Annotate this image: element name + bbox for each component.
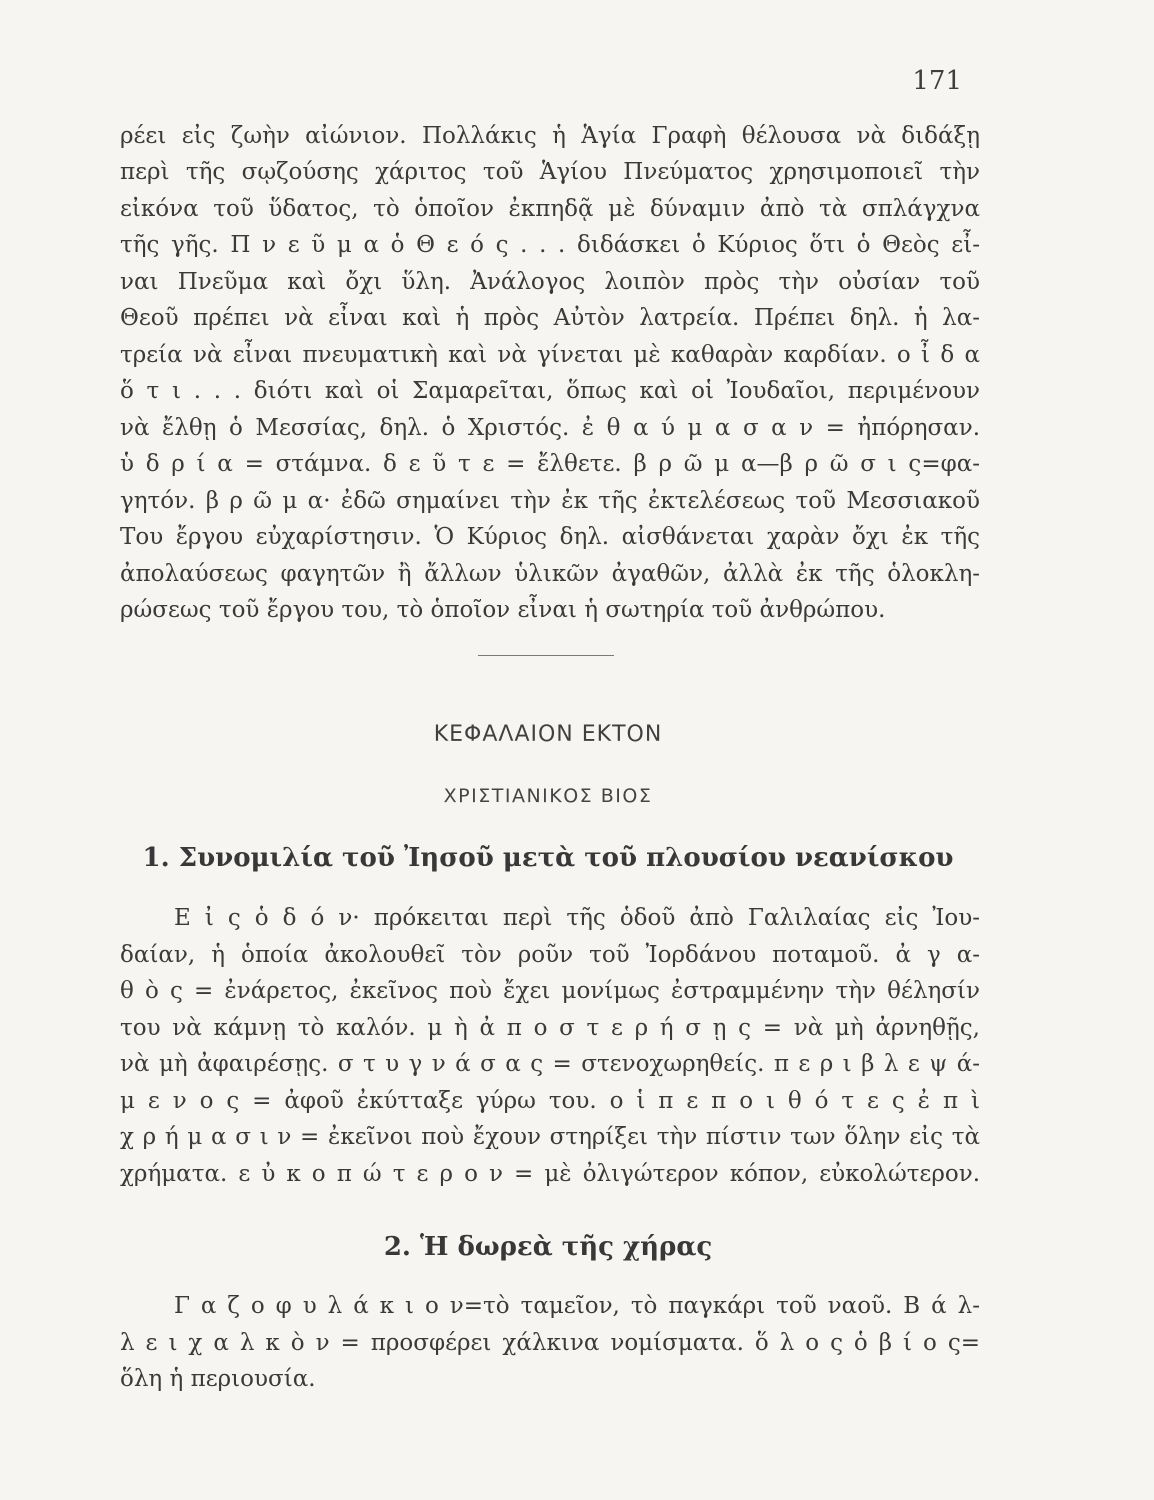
text-line: Γ α ζ ο φ υ λ ά κ ι ο ν=τὸ ταμεῖον, τὸ παγκάρι τοῦ ναοῦ. Β ά λ- bbox=[174, 1293, 980, 1319]
text-line: ναι Πνεῦμα καὶ ὄχι ὕλη. Ἀνάλογος λοιπὸν πρὸς τὴν οὐσίαν τοῦ bbox=[120, 269, 980, 295]
text-line: εἰκόνα τοῦ ὕδατος, τὸ ὁποῖον ἐκπηδᾷ μὲ δύναμιν ἀπὸ τὰ σπλάγχνα bbox=[120, 196, 980, 222]
text-line: μ ε ν ο ς = ἀφοῦ ἐκύτταξε γύρω του. ο ἱ π ε π ο ι θ ό τ ε ς ἐ π ὶ bbox=[120, 1088, 980, 1114]
text-line: γητόν. β ρ ῶ μ α· ἐδῶ σημαίνει τὴν ἐκ τῆς ἐκτελέσεως τοῦ Μεσσιακοῦ bbox=[120, 488, 980, 514]
text-line: περὶ τῆς σῳζούσης χάριτος τοῦ Ἁγίου Πνεύματος χρησιμοποιεῖ τὴν bbox=[120, 159, 980, 185]
text-line: τρεία νὰ εἶναι πνευματικὴ καὶ νὰ γίνεται μὲ καθαρὰν καρδίαν. ο ἶ δ α bbox=[120, 342, 980, 368]
section-divider bbox=[478, 655, 614, 656]
text-line: δαίαν, ἡ ὁποία ἀκολουθεῖ τὸν ροῦν τοῦ Ἰορδάνου ποταμοῦ. ἀ γ α- bbox=[120, 942, 980, 968]
text-line: χ ρ ή μ α σ ι ν = ἐκεῖνοι ποὺ ἔχουν στηρίξει τὴν πίστιν των ὅλην εἰς τὰ bbox=[120, 1124, 980, 1150]
text-line: λ ε ι χ α λ κ ὸ ν = προσφέρει χάλκινα νομίσματα. ὅ λ ο ς ὁ β ί ο ς= bbox=[120, 1330, 980, 1356]
text-line: θ ὸ ς = ἐνάρετος, ἐκεῖνος ποὺ ἔχει μονίμως ἐστραμμένην τὴν θέλησίν bbox=[120, 978, 980, 1004]
text-line: ρέει εἰς ζωὴν αἰώνιον. Πολλάκις ἡ Ἁγία Γραφὴ θέλουσα νὰ διδάξῃ bbox=[120, 123, 980, 149]
text-line: τῆς γῆς. Π ν ε ῦ μ α ὁ Θ ε ό ς . . . διδάσκει ὁ Κύριος ὅτι ὁ Θεὸς εἶ- bbox=[120, 232, 980, 258]
text-line: Του ἔργου εὐχαρίστησιν. Ὁ Κύριος δηλ. αἰσθάνεται χαρὰν ὄχι ἐκ τῆς bbox=[120, 524, 980, 550]
text-line: του νὰ κάμνῃ τὸ καλόν. μ ὴ ἀ π ο σ τ ε ρ ή σ ῃ ς = νὰ μὴ ἀρνηθῇς, bbox=[120, 1015, 980, 1041]
section-heading-2: 2. Ἡ δωρεὰ τῆς χήρας bbox=[383, 1232, 713, 1262]
text-line: χρήματα. ε ὐ κ ο π ώ τ ε ρ ο ν = μὲ ὀλιγώτερον κόπον, εὐκολώτερον. bbox=[120, 1161, 980, 1187]
text-line: Θεοῦ πρέπει νὰ εἶναι καὶ ἡ πρὸς Αὐτὸν λατρεία. Πρέπει δηλ. ἡ λα- bbox=[120, 305, 980, 331]
text-line: ρώσεως τοῦ ἔργου του, τὸ ὁποῖον εἶναι ἡ σωτηρία τοῦ ἀνθρώπου. bbox=[120, 597, 886, 623]
section-subtitle: ΧΡΙΣΤΙΑΝΙΚΟΣ ΒΙΟΣ bbox=[443, 785, 653, 807]
section-heading-1: 1. Συνομιλία τοῦ Ἰησοῦ μετὰ τοῦ πλουσίου νεανίσκου bbox=[142, 843, 954, 873]
chapter-title: ΚΕΦΑΛΑΙΟΝ ΕΚΤΟΝ bbox=[433, 722, 663, 747]
text-line: Ε ἰ ς ὁ δ ό ν· πρόκειται περὶ τῆς ὁδοῦ ἀπὸ Γαλιλαίας εἰς Ἰου- bbox=[174, 905, 980, 931]
text-line: νὰ μὴ ἀφαιρέσῃς. σ τ υ γ ν ά σ α ς = στενοχωρηθείς. π ε ρ ι β λ ε ψ ά- bbox=[120, 1051, 980, 1077]
text-line: ὅ τ ι . . . διότι καὶ οἱ Σαμαρεῖται, ὅπως καὶ οἱ Ἰουδαῖοι, περιμένουν bbox=[120, 378, 980, 404]
text-line: ἀπολαύσεως φαγητῶν ἢ ἄλλων ὑλικῶν ἀγαθῶν, ἀλλὰ ἐκ τῆς ὁλοκλη- bbox=[120, 561, 980, 587]
text-line: νὰ ἔλθῃ ὁ Μεσσίας, δηλ. ὁ Χριστός. ἐ θ α ύ μ α σ α ν = ἠπόρησαν. bbox=[120, 415, 980, 441]
page-number: 171 bbox=[912, 66, 962, 96]
text-line: ὅλη ἡ περιουσία. bbox=[120, 1366, 316, 1392]
text-line: ὑ δ ρ ί α = στάμνα. δ ε ῦ τ ε = ἔλθετε. β ρ ῶ μ α—β ρ ῶ σ ι ς=φα- bbox=[120, 451, 980, 477]
